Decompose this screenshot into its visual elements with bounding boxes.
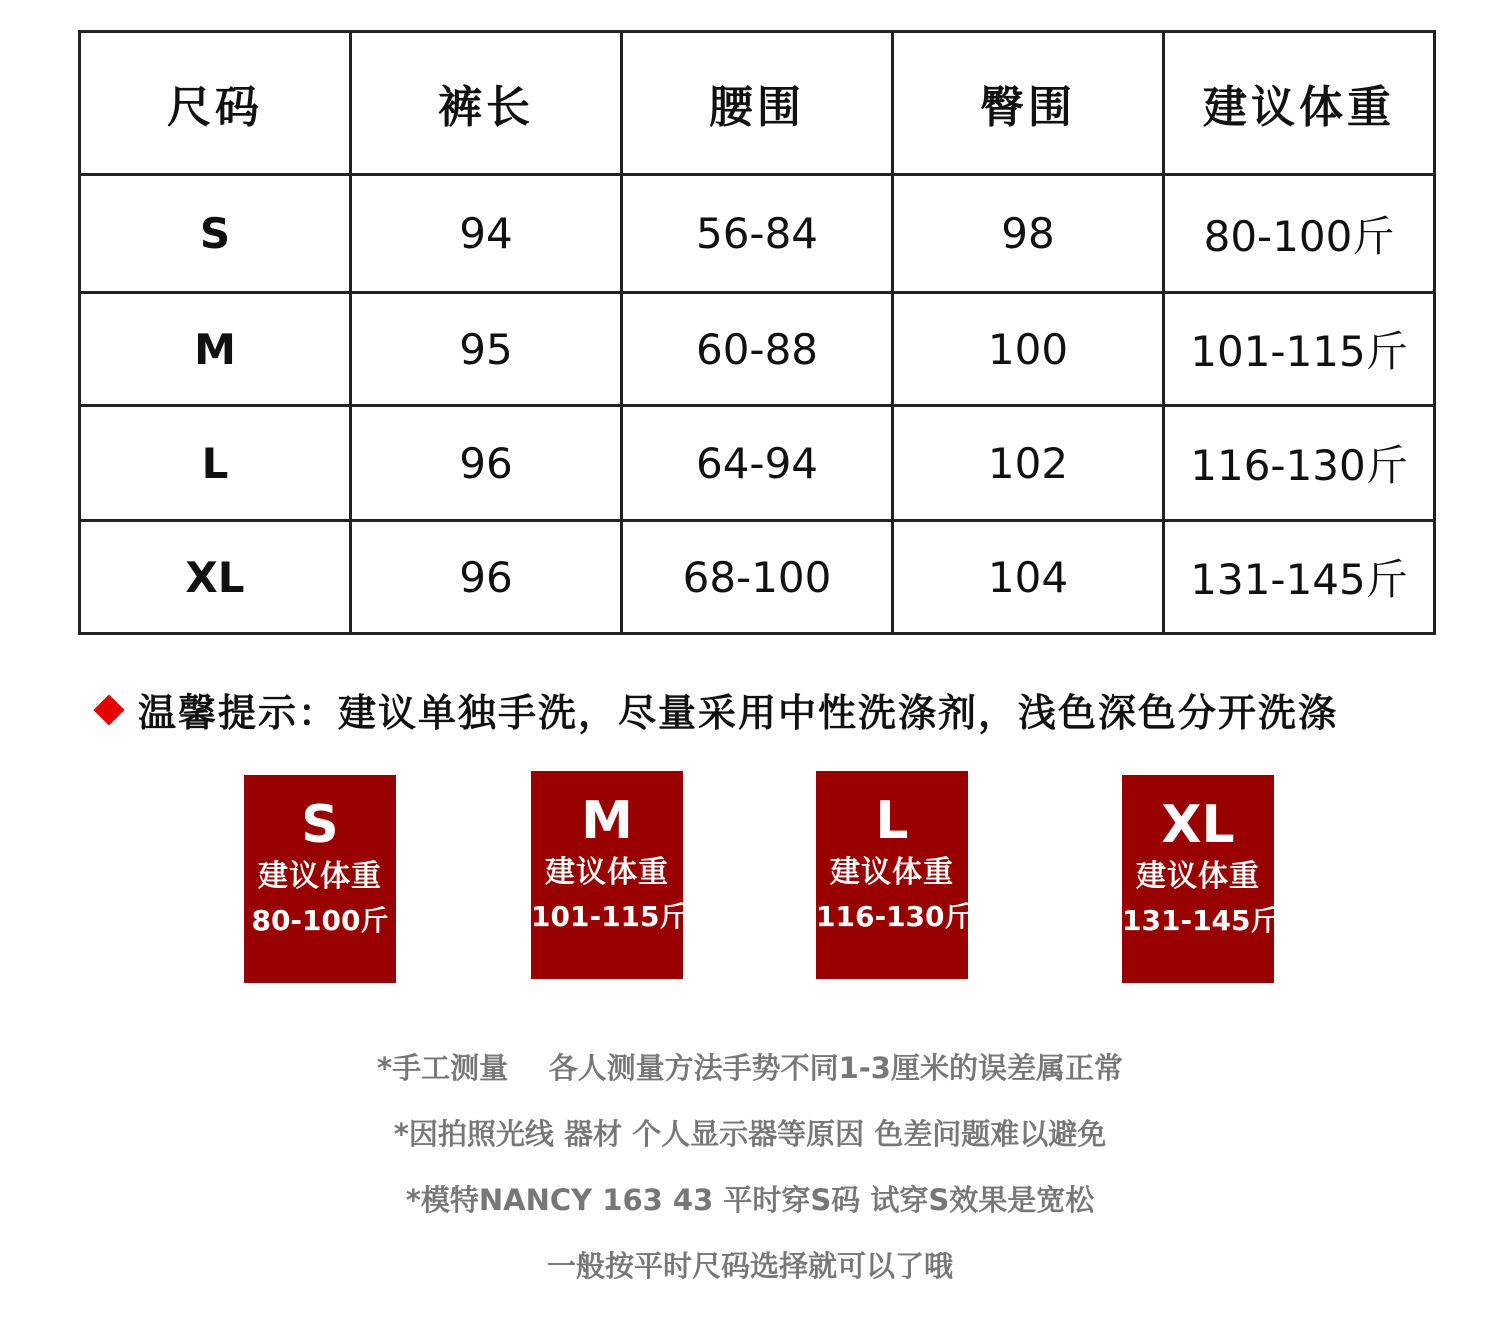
size-table (78, 30, 1436, 635)
cell-pants-length: 94 (351, 175, 622, 293)
header-pants-length: 裤长 (351, 32, 622, 175)
cell-waist: 68-100 (622, 521, 893, 634)
card-size: M (581, 791, 633, 851)
card-range: 116-130斤 (816, 900, 973, 933)
size-card-m (531, 771, 688, 979)
card-label: 建议体重 (1136, 859, 1260, 894)
card-size: S (301, 795, 339, 855)
size-card-xl (1122, 775, 1279, 983)
table-row (80, 521, 1435, 634)
table-row (80, 406, 1435, 521)
header-size: 尺码 (80, 32, 351, 175)
cell-pants-length: 96 (351, 406, 622, 521)
header-hip: 臀围 (893, 32, 1164, 175)
card-size: L (875, 791, 909, 851)
cell-size: S (80, 175, 351, 293)
cell-waist: 60-88 (622, 293, 893, 406)
cell-hip: 102 (893, 406, 1164, 521)
cell-hip: 100 (893, 293, 1164, 406)
cell-pants-length: 95 (351, 293, 622, 406)
note-line: *模特NANCY 163 43 平时穿S码 试穿S效果是宽松 (405, 1183, 1095, 1217)
header-waist: 腰围 (622, 32, 893, 175)
header-weight: 建议体重 (1164, 32, 1435, 175)
card-range: 80-100斤 (251, 904, 389, 937)
size-card-l (816, 771, 973, 979)
diamond-icon (93, 694, 124, 725)
card-range: 131-145斤 (1122, 904, 1279, 937)
note-line: 一般按平时尺码选择就可以了哦 (546, 1249, 953, 1283)
table-row (80, 175, 1435, 293)
cell-weight: 116-130斤 (1164, 406, 1435, 521)
table-row (80, 293, 1435, 406)
note-line: *手工测量 各人测量方法手势不同1-3厘米的误差属正常 (377, 1051, 1123, 1085)
cell-weight: 131-145斤 (1164, 521, 1435, 634)
card-size: XL (1161, 795, 1235, 855)
card-label: 建议体重 (830, 855, 954, 890)
cell-weight: 80-100斤 (1164, 175, 1435, 293)
notes (0, 1040, 1500, 1304)
cell-hip: 104 (893, 521, 1164, 634)
care-tip-text: 温馨提示：建议单独手洗，尽量采用中性洗涤剂，浅色深色分开洗涤 (138, 691, 1339, 735)
cell-weight: 101-115斤 (1164, 293, 1435, 406)
note-line: *因拍照光线 器材 个人显示器等原因 色差问题难以避免 (393, 1117, 1107, 1151)
card-label: 建议体重 (545, 855, 669, 890)
cell-hip: 98 (893, 175, 1164, 293)
table-header-row (80, 32, 1435, 175)
cell-size: XL (80, 521, 351, 634)
cell-pants-length: 96 (351, 521, 622, 634)
cell-size: L (80, 406, 351, 521)
card-label: 建议体重 (258, 859, 382, 894)
card-range: 101-115斤 (531, 900, 688, 933)
size-card-s (244, 775, 396, 983)
care-tip (92, 682, 1492, 737)
cell-size: M (80, 293, 351, 406)
cell-waist: 56-84 (622, 175, 893, 293)
cell-waist: 64-94 (622, 406, 893, 521)
